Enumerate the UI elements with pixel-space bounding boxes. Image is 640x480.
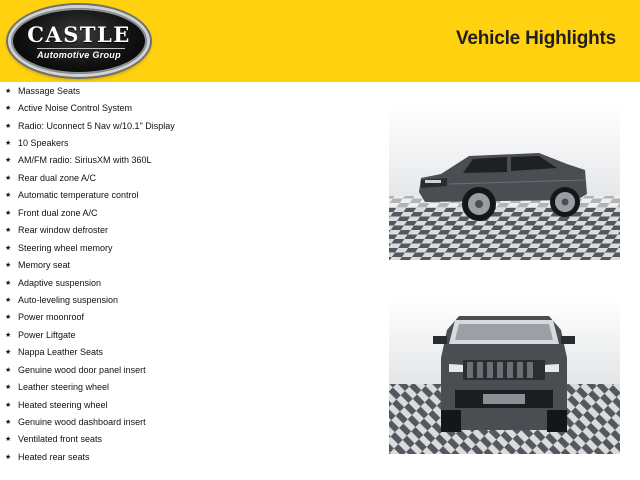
feature-label: Leather steering wheel bbox=[18, 382, 110, 393]
feature-label: Power moonroof bbox=[18, 312, 85, 323]
vehicle-front-photo bbox=[389, 298, 620, 454]
feature-label: Massage Seats bbox=[18, 85, 81, 96]
feature-item bbox=[0, 309, 380, 326]
page-title: Vehicle Highlights bbox=[455, 28, 616, 49]
feature-label: Auto-leveling suspension bbox=[18, 294, 119, 305]
star-icon: ★ bbox=[5, 436, 12, 444]
star-icon: ★ bbox=[5, 453, 12, 461]
star-icon: ★ bbox=[5, 87, 12, 95]
feature-item bbox=[0, 222, 380, 239]
feature-item bbox=[0, 256, 380, 273]
feature-label: Genuine wood door panel insert bbox=[18, 364, 146, 375]
star-icon: ★ bbox=[5, 349, 12, 357]
star-icon: ★ bbox=[5, 401, 12, 409]
logo-subtitle: Automotive Group bbox=[37, 50, 121, 60]
feature-item bbox=[0, 99, 380, 116]
star-icon: ★ bbox=[5, 314, 12, 322]
feature-item bbox=[0, 326, 380, 343]
feature-label: Front dual zone A/C bbox=[18, 207, 98, 218]
vehicle-side-photo bbox=[389, 104, 620, 260]
star-icon: ★ bbox=[5, 105, 12, 113]
logo-divider bbox=[37, 48, 125, 49]
feature-item bbox=[0, 239, 380, 256]
feature-label: Automatic temperature control bbox=[18, 190, 139, 201]
star-icon: ★ bbox=[5, 122, 12, 130]
feature-list bbox=[0, 82, 380, 466]
feature-item bbox=[0, 274, 380, 291]
feature-label: Active Noise Control System bbox=[18, 103, 133, 114]
feature-item bbox=[0, 187, 380, 204]
star-icon: ★ bbox=[5, 384, 12, 392]
feature-item bbox=[0, 204, 380, 221]
feature-label: Nappa Leather Seats bbox=[18, 347, 104, 358]
star-icon: ★ bbox=[5, 192, 12, 200]
castle-logo[interactable] bbox=[8, 5, 150, 77]
feature-label: Radio: Uconnect 5 Nav w/10.1" Display bbox=[18, 120, 175, 131]
header-bar bbox=[0, 0, 640, 82]
star-icon: ★ bbox=[5, 227, 12, 235]
feature-label: Rear dual zone A/C bbox=[18, 172, 97, 183]
feature-item bbox=[0, 431, 380, 448]
star-icon: ★ bbox=[5, 244, 12, 252]
star-icon: ★ bbox=[5, 262, 12, 270]
feature-label: AM/FM radio: SiriusXM with 360L bbox=[18, 155, 152, 166]
feature-label: Heated steering wheel bbox=[18, 399, 108, 410]
feature-label: Power Liftgate bbox=[18, 329, 76, 340]
feature-item bbox=[0, 344, 380, 361]
star-icon: ★ bbox=[5, 331, 12, 339]
feature-item bbox=[0, 152, 380, 169]
star-icon: ★ bbox=[5, 419, 12, 427]
feature-label: Genuine wood dashboard insert bbox=[18, 417, 146, 428]
logo-name: CASTLE bbox=[27, 22, 131, 47]
feature-item bbox=[0, 378, 380, 395]
star-icon: ★ bbox=[5, 366, 12, 374]
feature-label: Rear window defroster bbox=[18, 225, 109, 236]
feature-item bbox=[0, 134, 380, 151]
feature-item bbox=[0, 396, 380, 413]
feature-item bbox=[0, 413, 380, 430]
vehicle-side-image bbox=[389, 104, 620, 260]
star-icon: ★ bbox=[5, 157, 12, 165]
feature-label: 10 Speakers bbox=[18, 138, 69, 149]
vehicle-front-image bbox=[389, 298, 620, 454]
star-icon: ★ bbox=[5, 174, 12, 182]
feature-item bbox=[0, 448, 380, 465]
feature-label: Heated rear seats bbox=[18, 451, 90, 462]
feature-label: Steering wheel memory bbox=[18, 242, 113, 253]
star-icon: ★ bbox=[5, 209, 12, 217]
feature-label: Ventilated front seats bbox=[18, 434, 103, 445]
star-icon: ★ bbox=[5, 140, 12, 148]
star-icon: ★ bbox=[5, 279, 12, 287]
feature-item bbox=[0, 169, 380, 186]
star-icon: ★ bbox=[5, 296, 12, 304]
feature-item bbox=[0, 82, 380, 99]
feature-label: Adaptive suspension bbox=[18, 277, 102, 288]
feature-label: Memory seat bbox=[18, 260, 71, 271]
feature-item bbox=[0, 361, 380, 378]
feature-item bbox=[0, 117, 380, 134]
feature-item bbox=[0, 291, 380, 308]
